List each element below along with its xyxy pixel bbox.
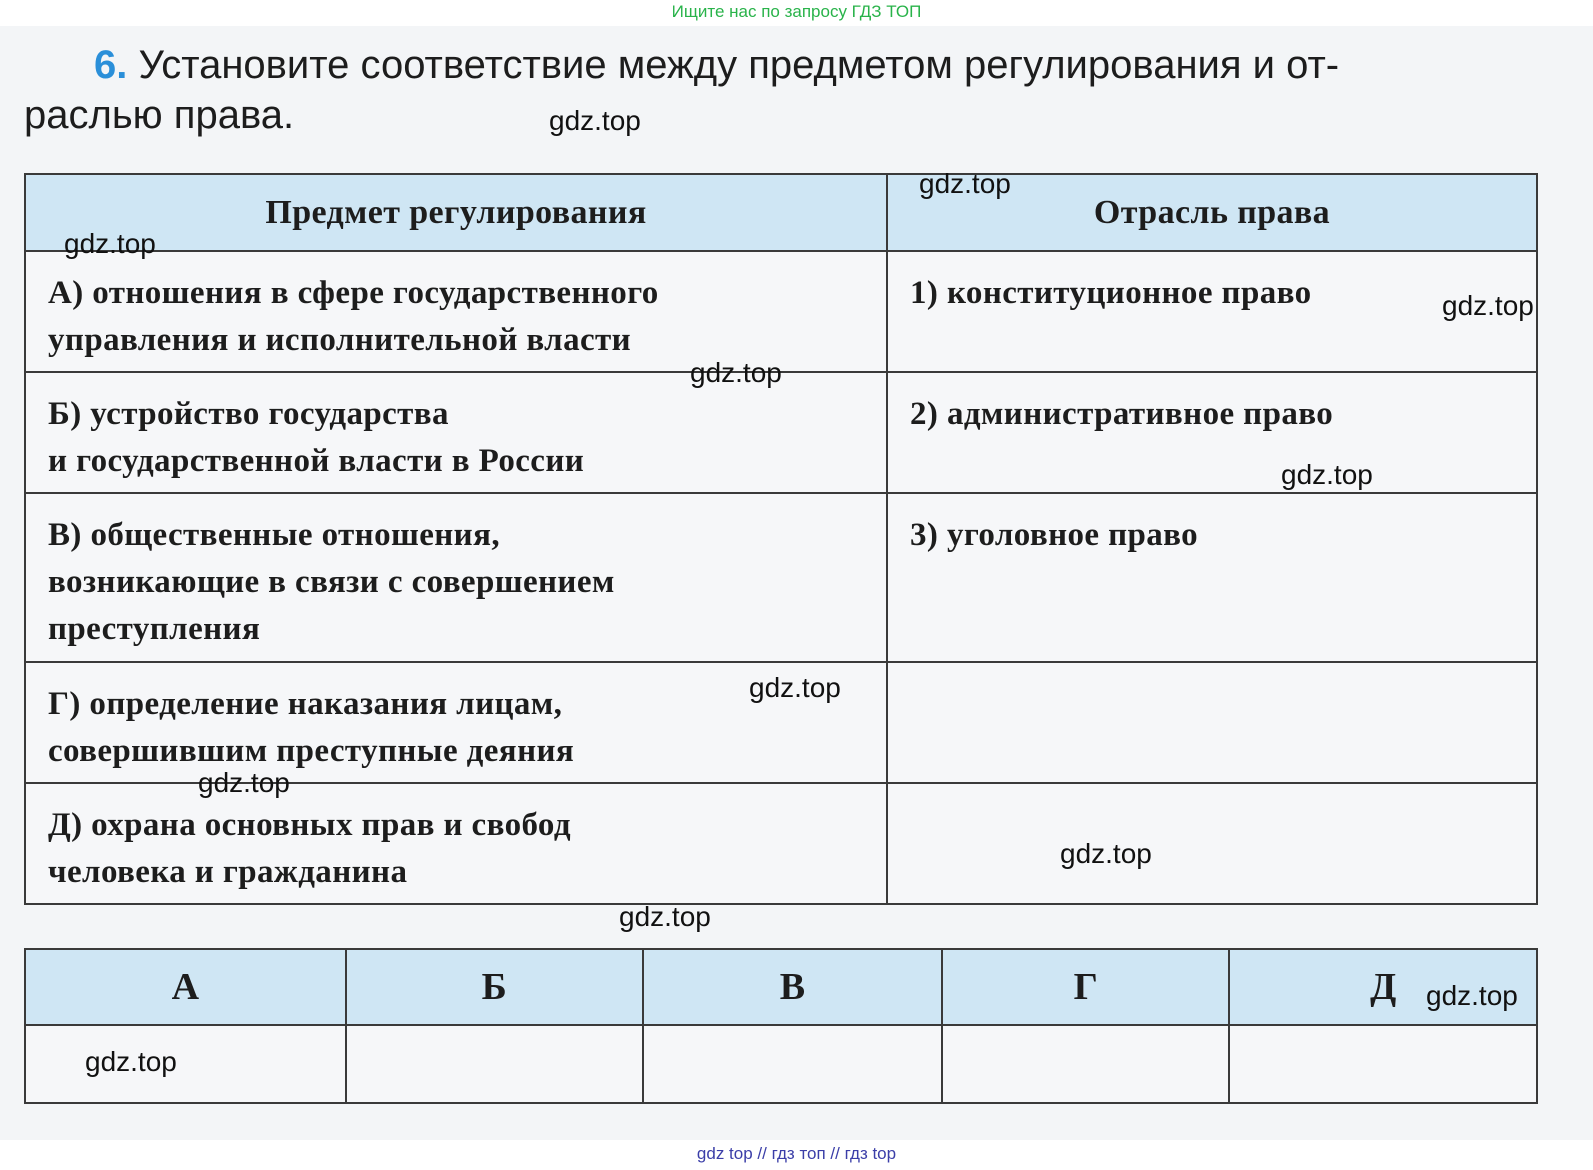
watermark: gdz.top	[619, 901, 711, 932]
answer-cell-d[interactable]	[1229, 1025, 1537, 1103]
watermark: gdz.top	[198, 767, 290, 798]
cell-line: А) отношения в сфере государственного	[48, 275, 659, 311]
watermark: gdz.top	[690, 357, 782, 388]
answer-cell-b[interactable]	[346, 1025, 643, 1103]
watermark: gdz.top	[64, 228, 156, 259]
answer-letters-row	[25, 949, 1537, 1025]
top-banner: Ищите нас по запросу ГДЗ ТОП	[671, 2, 922, 21]
answer-cell-a[interactable]	[25, 1025, 346, 1103]
cell-line: Б) устройство государства	[48, 396, 449, 432]
answer-cell-v[interactable]	[643, 1025, 942, 1103]
subject-cell-b	[25, 372, 887, 493]
cell-line: совершившим преступные деяния	[48, 733, 575, 769]
header-subject: Предмет регулирования	[25, 174, 887, 251]
cell-line: Д) охрана основных прав и свобод	[48, 807, 571, 843]
subject-cell-a	[25, 251, 887, 372]
cell-line: и государственной власти в России	[48, 443, 585, 479]
answer-letter-g: Г	[942, 949, 1229, 1025]
task-number: 6.	[94, 43, 128, 87]
cell-line: преступления	[48, 611, 261, 647]
watermark: gdz.top	[1060, 838, 1152, 869]
subject-cell-v	[25, 493, 887, 662]
watermark: gdz.top	[1281, 459, 1373, 490]
watermark: gdz.top	[85, 1046, 177, 1077]
task-text-line2: раслью права.	[24, 93, 295, 137]
branch-cell-empty	[887, 783, 1537, 904]
watermark: gdz.top	[549, 105, 641, 136]
answer-cell-g[interactable]	[942, 1025, 1229, 1103]
answer-blank-row	[25, 1025, 1537, 1103]
answer-letter-a: А	[25, 949, 346, 1025]
answer-letter-d: Д	[1229, 949, 1537, 1025]
table-row	[25, 493, 1537, 662]
branch-cell-3: 3) уголовное право	[887, 493, 1537, 662]
answer-table	[24, 948, 1538, 1104]
cell-line: возникающие в связи с совершением	[48, 564, 615, 600]
watermark: gdz.top	[919, 168, 1011, 199]
bottom-banner: gdz top // гдз топ // гдз top	[696, 1144, 897, 1163]
table-row	[25, 251, 1537, 372]
answer-letter-b: Б	[346, 949, 643, 1025]
task-text-line1: Установите соответствие между предметом регулирования и от-	[138, 43, 1340, 87]
matching-table-header-row	[25, 174, 1537, 251]
task-heading	[24, 40, 1544, 140]
watermark: gdz.top	[749, 672, 841, 703]
watermark: gdz.top	[1442, 290, 1534, 321]
branch-cell-2: 2) административное право	[887, 372, 1537, 493]
cell-line: человека и гражданина	[48, 854, 408, 890]
answer-letter-v: В	[643, 949, 942, 1025]
branch-cell-1: 1) конституционное право	[887, 251, 1537, 372]
subject-cell-d	[25, 783, 887, 904]
cell-line: В) общественные отношения,	[48, 517, 501, 553]
watermark: gdz.top	[1426, 980, 1518, 1011]
table-row	[25, 783, 1537, 904]
cell-line: Г) определение наказания лицам,	[48, 686, 563, 722]
branch-cell-empty	[887, 662, 1537, 783]
header-branch: Отрасль права	[887, 174, 1537, 251]
cell-line: управления и исполнительной власти	[48, 322, 632, 358]
